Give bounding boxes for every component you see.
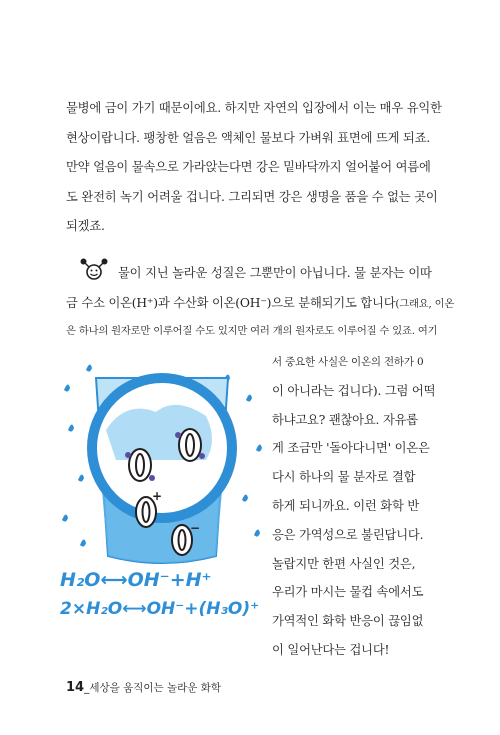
text-line: 가역적인 화학 반응이 끊임없 (272, 614, 424, 629)
text-line: 이 아니라는 겁니다). 그럼 어떡 (272, 383, 436, 398)
text-line: 물병에 금이 가기 때문이에요. 하지만 자연의 입장에서 이는 매우 유익한 (66, 101, 442, 115)
equation-1: H₂O⟷OH⁻+H⁺ (60, 569, 212, 591)
body-paragraph-1 (66, 94, 442, 242)
svg-text:−: − (190, 521, 201, 535)
text-span-aside: (그래요, 이온 (395, 298, 455, 310)
text-line: 현상이랍니다. 팽창한 얼음은 액체인 물보다 가벼워 표면에 뜨게 되죠. (66, 130, 431, 145)
text-line: 서 중요한 사실은 이온의 전하가 0 (272, 356, 424, 368)
equation-2: 2×H₂O⟷OH⁻+(H₃O)⁺ (60, 599, 260, 619)
footer-separator: _ (84, 682, 90, 694)
book-title: 세상을 움직이는 놀라운 화학 (89, 682, 222, 694)
text-line: 다시 하나의 물 분자로 결합 (272, 470, 416, 485)
page-number: 14 (66, 680, 85, 695)
body-paragraph-2-line-3: 은 하나의 원자로만 이루어질 수도 있지만 여러 개의 원자로도 이루어질 수 있죠. 여기 (66, 325, 438, 337)
text-line: 만약 얼음이 물속으로 가라앉는다면 강은 밑바닥까지 얼어붙어 여름에 (66, 160, 431, 174)
text-line: 응은 가역성으로 불린답니다. (272, 527, 424, 542)
text-span: 금 수소 이온(H⁺)과 수산화 이온(OH⁻)으로 분해되기도 합니다 (66, 296, 396, 310)
page-footer (66, 680, 221, 695)
text-line: 하게 되니까요. 이런 화학 반 (272, 498, 420, 513)
text-line: 하냐고요? 괜찮아요. 자유롭 (272, 412, 418, 427)
text-line: 이 일어난다는 겁니다! (272, 642, 390, 657)
body-paragraph-2-line-2 (66, 292, 454, 311)
text-line: 되겠죠. (66, 219, 105, 233)
text-line: 놀랍지만 한편 사실인 것은, (272, 556, 416, 571)
text-line: 우리가 마시는 물컵 속에서도 (272, 585, 424, 600)
text-line: 도 완전히 녹기 어려울 겁니다. 그리되면 강은 생명을 품을 수 없는 곳이 (66, 189, 438, 204)
right-column-text (272, 348, 440, 665)
svg-text:+: + (152, 489, 163, 503)
molecule-face-icon (80, 257, 108, 285)
text-line: 게 조금만 '돌아다니면' 이온은 (272, 441, 430, 456)
water-glass-illustration (56, 360, 268, 620)
body-paragraph-2-line-1: 물이 지닌 놀라운 성질은 그뿐만이 아닙니다. 물 분자는 이따 (118, 266, 432, 280)
